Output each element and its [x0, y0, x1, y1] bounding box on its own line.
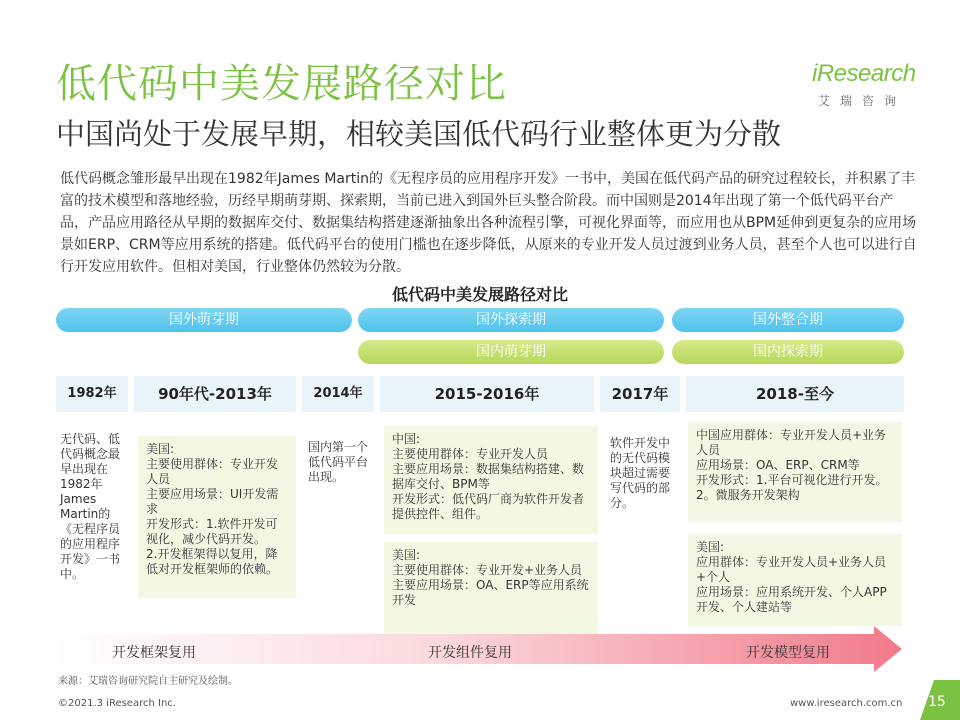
box-2018-us — [688, 534, 902, 626]
note-2014: 国内第一个低代码平台出现。 — [308, 440, 369, 484]
box-2015-cn-text: 中国: 主要使用群体：专业开发人员 主要应用场景：数据集结构搭建、数据库交付、BPM等 开发形式：低代码厂商为软件开发者提供控件、组件。 — [392, 432, 585, 521]
box-2015-us-text: 美国: 主要使用群体：专业开发+业务人员 主要应用场景：OA、ERP等应用系统开发 — [392, 548, 589, 607]
website-link[interactable]: www.iresearch.com.cn — [790, 698, 903, 709]
logo-cn: 艾瑞咨询 — [818, 94, 907, 108]
box-2018-us-text: 美国: 应用群体：专业开发人员+业务人员+个人 应用场景：应用系统开发、个人APP开发、个人建站等 — [696, 540, 887, 614]
copyright: ©2021.3 iResearch Inc. — [58, 698, 176, 709]
note-1982: 无代码、低代码概念最早出现在1982年James Martin的《无程序员的应用程序开发》一书中。 — [60, 432, 121, 581]
box-90s-us — [138, 436, 296, 598]
phase-domestic-explore: 国内探索期 — [672, 340, 904, 364]
page-number: 15 — [928, 694, 946, 710]
phase-foreign-integrate: 国外整合期 — [672, 308, 904, 332]
page-subtitle: 中国尚处于发展早期，相较美国低代码行业整体更为分散 — [56, 117, 782, 151]
page-title: 低代码中美发展路径对比 — [56, 61, 507, 107]
box-2015-cn — [384, 426, 598, 534]
logo-name: iResearch — [812, 60, 916, 87]
box-2018-cn-text: 中国应用群体：专业开发人员+业务人员 应用场景：OA、ERP、CRM等 开发形式：1.平台可视化进行开发。2。微服务开发架构 — [696, 428, 888, 502]
stage-model-reuse: 开发模型复用 — [746, 645, 830, 661]
year-2014: 2014年 — [302, 376, 374, 412]
intro-paragraph: 低代码概念雏形最早出现在1982年James Martin的《无程序员的应用程序开发》一书中，美国在低代码产品的研究过程较长，并积累了丰富的技术模型和落地经验，历经早期萌芽期、探索期，当前已进入到国外巨头整合阶段。而中国则是2014年出现了第一个低代码平台产品，产品应用路径从早期的数据库交付、数据集结构搭建逐渐抽象出各种流程引擎，可视化界面等，而应用也从BPM延伸到更复杂的应用场景如ERP、CRM等应用系统的搭建。低代码平台的使用门槛也在逐步降低，从原来的专业开发人员过渡到业务人员，甚至个人也可以进行自行开发应用软件。但相对美国，行业整体仍然较为分散。 — [60, 171, 917, 275]
phase-foreign-sprout: 国外萌芽期 — [56, 308, 352, 332]
note-2017: 软件开发中的无代码模块超过需要写代码的部分。 — [610, 436, 671, 510]
box-2015-us — [384, 542, 598, 634]
diagram-title: 低代码中美发展路径对比 — [391, 285, 568, 304]
phase-foreign-explore: 国外探索期 — [358, 308, 664, 332]
stage-component-reuse: 开发组件复用 — [428, 645, 512, 661]
year-1982: 1982年 — [56, 376, 128, 412]
source-note: 来源：艾瑞咨询研究院自主研究及绘制。 — [58, 676, 238, 687]
iresearch-logo — [800, 56, 916, 116]
year-2017: 2017年 — [600, 376, 680, 412]
box-90s-us-text: 美国: 主要使用群体：专业开发人员 主要应用场景：UI开发需求 开发形式：1.软件开发可视化，减少代码开发。 2.开发框架得以复用，降低对开发框架师的依赖。 — [146, 442, 279, 576]
year-2018-now: 2018-至今 — [686, 376, 904, 412]
year-2015-2016: 2015-2016年 — [380, 376, 594, 412]
phase-domestic-sprout: 国内萌芽期 — [358, 340, 664, 364]
year-90s-2013: 90年代-2013年 — [134, 376, 296, 412]
box-2018-cn — [688, 422, 902, 522]
stage-framework-reuse: 开发框架复用 — [112, 645, 196, 661]
